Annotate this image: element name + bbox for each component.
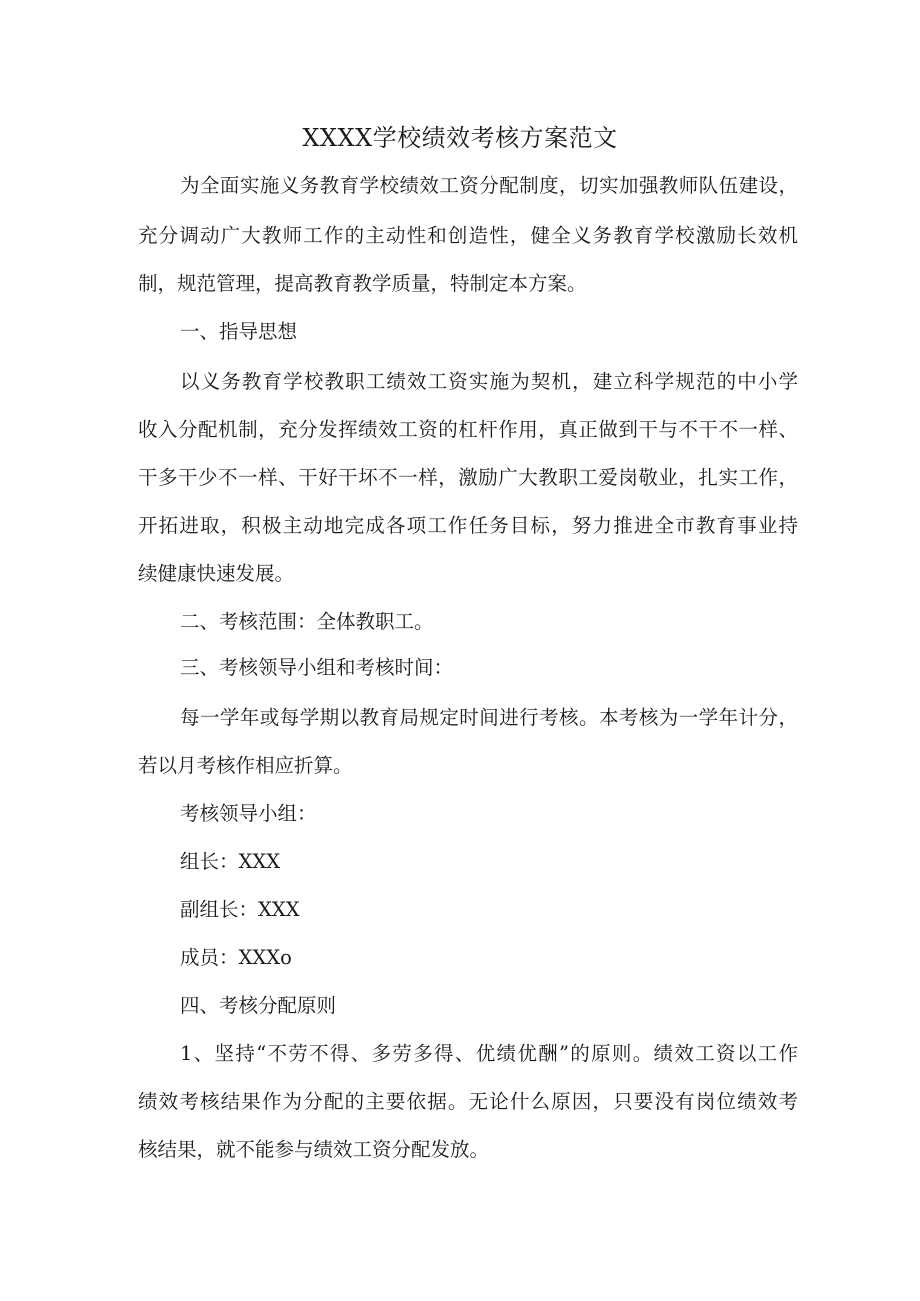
group-leader: 组长：XXX [180,850,281,873]
section-1-line-4: 开拓进取，积极主动地完成各项工作任务目标，努力推进全市教育事业持 [138,514,798,537]
group-vice-leader: 副组长：XXX [180,898,300,921]
section-3-line-1: 每一学年或每学期以教育局规定时间进行考核。本考核为一学年计分， [180,706,798,729]
section-1-heading: 一、指导思想 [180,320,298,343]
section-4-para-1-line-3: 核结果，就不能参与绩效工资分配发放。 [138,1138,490,1161]
section-1-line-2: 收入分配机制，充分发挥绩效工资的杠杆作用，真正做到干与不干不一样、 [138,418,798,441]
section-4-para-1-line-2: 绩效考核结果作为分配的主要依据。无论什么原因，只要没有岗位绩效考 [138,1090,798,1113]
section-1-line-1: 以义务教育学校教职工绩效工资实施为契机，建立科学规范的中小学 [180,370,798,393]
section-4-heading: 四、考核分配原则 [180,994,337,1017]
section-2-heading: 二、考核范围：全体教职工。 [180,610,434,633]
intro-line-1: 为全面实施义务教育学校绩效工资分配制度，切实加强教师队伍建设， [180,174,798,197]
section-1-line-3: 干多干少不一样、干好干坏不一样，激励广大教职工爱岗敬业，扎实工作， [138,466,798,489]
document-title: XXXX学校绩效考核方案范文 [302,124,618,152]
section-4-para-1-line-1: 1、坚持“不劳不得、多劳多得、优绩优酬”的原则。绩效工资以工作 [180,1042,798,1065]
section-3-heading: 三、考核领导小组和考核时间： [180,656,454,679]
intro-line-2: 充分调动广大教师工作的主动性和创造性，健全义务教育学校激励长效机 [138,224,798,247]
group-members: 成员：XXXo [180,946,292,969]
intro-line-3: 制，规范管理，提高教育教学质量，特制定本方案。 [138,272,587,295]
section-1-line-5: 续健康快速发展。 [138,562,295,585]
section-3-line-2: 若以月考核作相应折算。 [138,754,353,777]
leadership-group-label: 考核领导小组： [180,802,317,825]
